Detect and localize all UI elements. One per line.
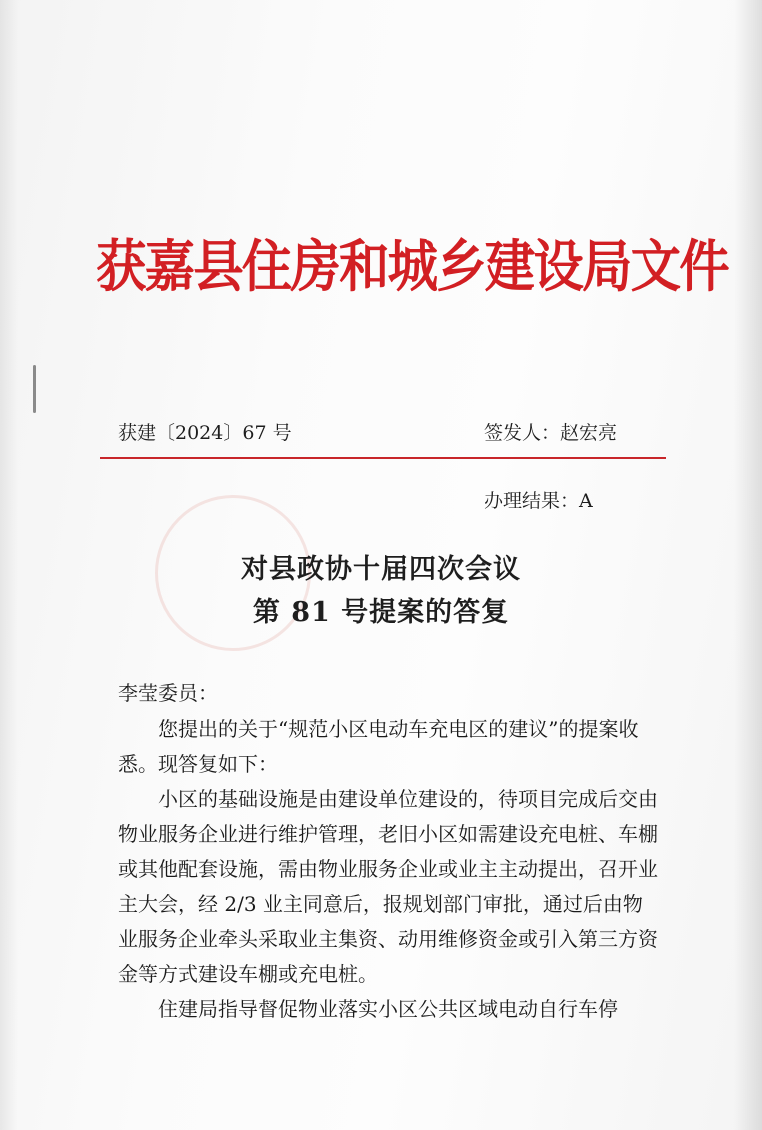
body-paragraph: 住建局指导督促物业落实小区公共区域电动自行车停 [158, 997, 618, 1021]
document-number: 获建〔2024〕67 号 [118, 422, 292, 444]
handling-result: 办理结果：A [484, 490, 593, 512]
signer-label: 签发人：赵宏亮 [484, 422, 618, 444]
header-red-rule [100, 457, 666, 459]
staple-mark [33, 365, 36, 413]
salutation: 李莹委员： [118, 681, 218, 705]
body-paragraph: 小区的基础设施是由建设单位建设的，待项目完成后交由物业服务企业进行维护管理，老旧小区如需建设充电桩、车棚或其他配套设施，需由物业服务企业或业主主动提出，召开业主大会，经 2/3 业主同意后，报规划部门审批，通过后由物业服务企业牵头采取业主集资、动用维修资金或引入第三方资金等方式建设车棚或充电桩。 [118, 787, 658, 986]
document-title-line-1: 对县政协十届四次会议 [241, 554, 521, 585]
issuer-header-title: 获嘉县住房和城乡建设局文件 [96, 235, 728, 300]
document-title-line-2: 第 81 号提案的答复 [252, 597, 510, 628]
body-paragraph: 您提出的关于“规范小区电动车充电区的建议”的提案收悉。现答复如下： [118, 717, 639, 776]
